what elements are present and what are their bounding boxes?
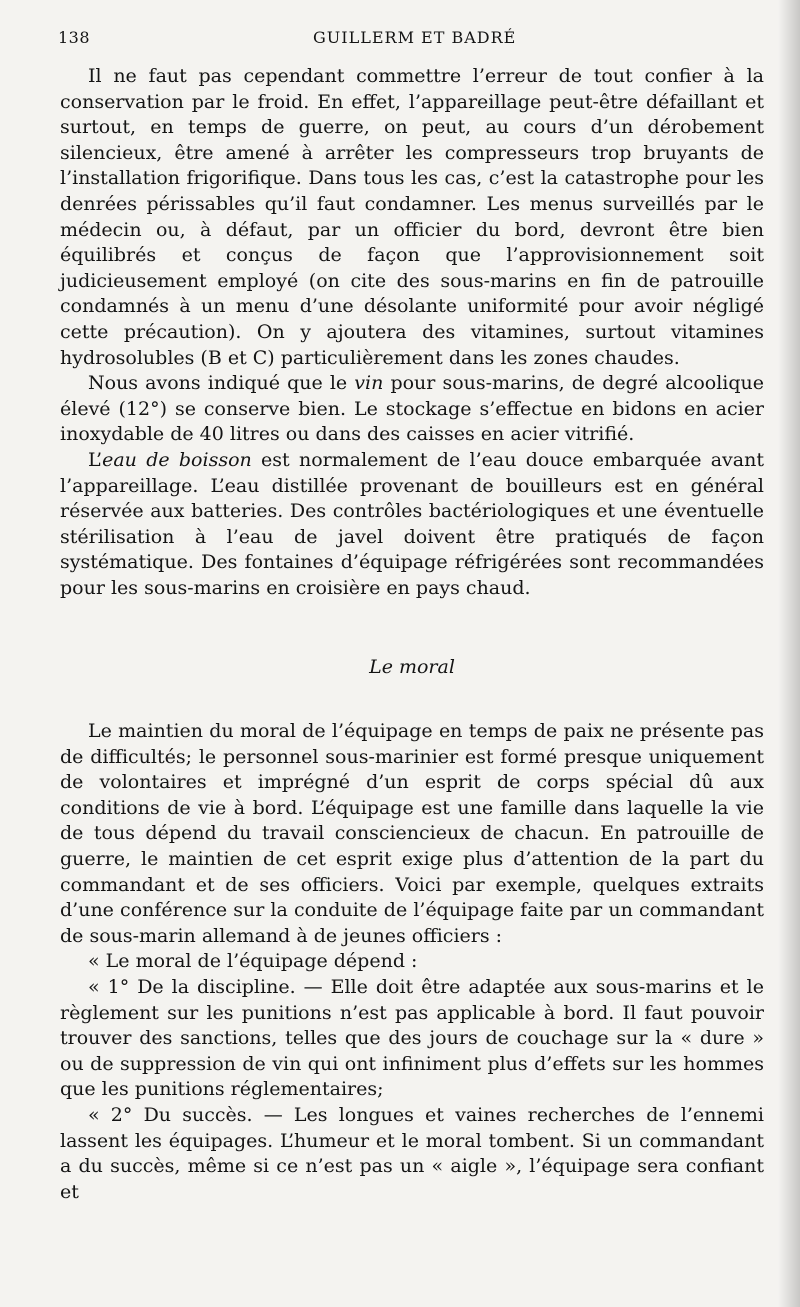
paragraph-quote-intro: « Le moral de l’équipage dépend : <box>88 950 418 973</box>
paragraph-water-lead: L’ <box>88 448 103 471</box>
section-heading: Le moral <box>369 656 455 678</box>
paragraph-wine-lead: Nous avons indiqué que le <box>88 372 355 395</box>
paragraph-drinking-water <box>60 448 764 602</box>
paragraph-wine-rest: pour sous-marins, de degré alcoolique élevé (12°) se conserve bien. Le stockage s’effectue en bidons en acier inoxydable de 40 litres ou dans des caisses en acier vitrifié. <box>60 372 764 446</box>
paragraph-wine <box>60 371 764 448</box>
paragraph-water-term: eau de boisson <box>102 448 252 471</box>
paragraph-water-rest: est normalement de l’eau douce embarquée avant l’appareillage. L’eau distillée provenant de bouilleurs est en général réservée aux batteries. Des contrôles bactériologiques et une éventuelle stérilisation à l’eau de javel doivent être pratiqués de façon systématique. Des fontaines d’équipage réfrigérées sont recommandées pour les sous-marins en croisière en pays chaud. <box>60 448 764 599</box>
paragraph-wine-term: vin <box>354 372 384 395</box>
page-number: 138 <box>58 28 91 47</box>
paragraph-morale-intro: Le maintien du moral de l’équipage en temps de paix ne présente pas de difficultés; le personnel sous-marinier est formé presque uniquement de volontaires et imprégné d’un esprit de corps spécial dû aux conditions de vie à bord. L’équipage est une famille dans laquelle la vie de tous dépend du travail consciencieux de chacun. En patrouille de guerre, le maintien de cet esprit exige plus d’attention de la part du commandant et de ses officiers. Voici par exemple, quelques extraits d’une conférence sur la conduite de l’équipage faite par un commandant de sous-marin allemand à de jeunes officiers : <box>60 720 764 947</box>
paragraph-success: « 2° Du succès. — Les longues et vaines recherches de l’ennemi lassent les équipages. L’humeur et le moral tombent. Si un commandant a du succès, même si ce n’est pas un « aigle », l’équipage sera confiant et <box>60 1103 764 1203</box>
paragraph-discipline: « 1° De la discipline. — Elle doit être adaptée aux sous-marins et le règlement sur les punitions n’est pas applicable à bord. Il faut pouvoir trouver des sanctions, telles que des jours de couchage sur la « dure » ou de suppression de vin qui ont infiniment plus d’effets sur les hommes que les punitions réglementaires; <box>60 975 764 1101</box>
running-title: GUILLERM ET BADRÉ <box>313 28 517 47</box>
running-head <box>58 22 764 52</box>
paragraph-refrigeration: Il ne faut pas cependant commettre l’erreur de tout confier à la conservation par le froid. En effet, l’appareillage peut-être défaillant et surtout, en temps de guerre, on peut, au cours d’un dérobement silencieux, être amené à arrêter les compresseurs trop bruyants de l’installation frigorifique. Dans tous les cas, c’est la catastrophe pour les denrées périssables qu’il faut condamner. Les menus surveillés par le médecin ou, à défaut, par un officier du bord, devront être bien équilibrés et conçus de façon que l’approvisionnement soit judicieusement employé (on cite des sous-marins en fin de patrouille condamnés à un menu d’une désolante uniformité pour avoir négligé cette précaution). On y ajoutera des vitamines, surtout vitamines hydrosolubles (B et C) particulièrement dans les zones chaudes. <box>60 65 764 369</box>
bottom-text-block <box>60 719 764 1205</box>
top-text-block <box>60 64 764 601</box>
page-edge-shadow <box>778 0 800 1307</box>
